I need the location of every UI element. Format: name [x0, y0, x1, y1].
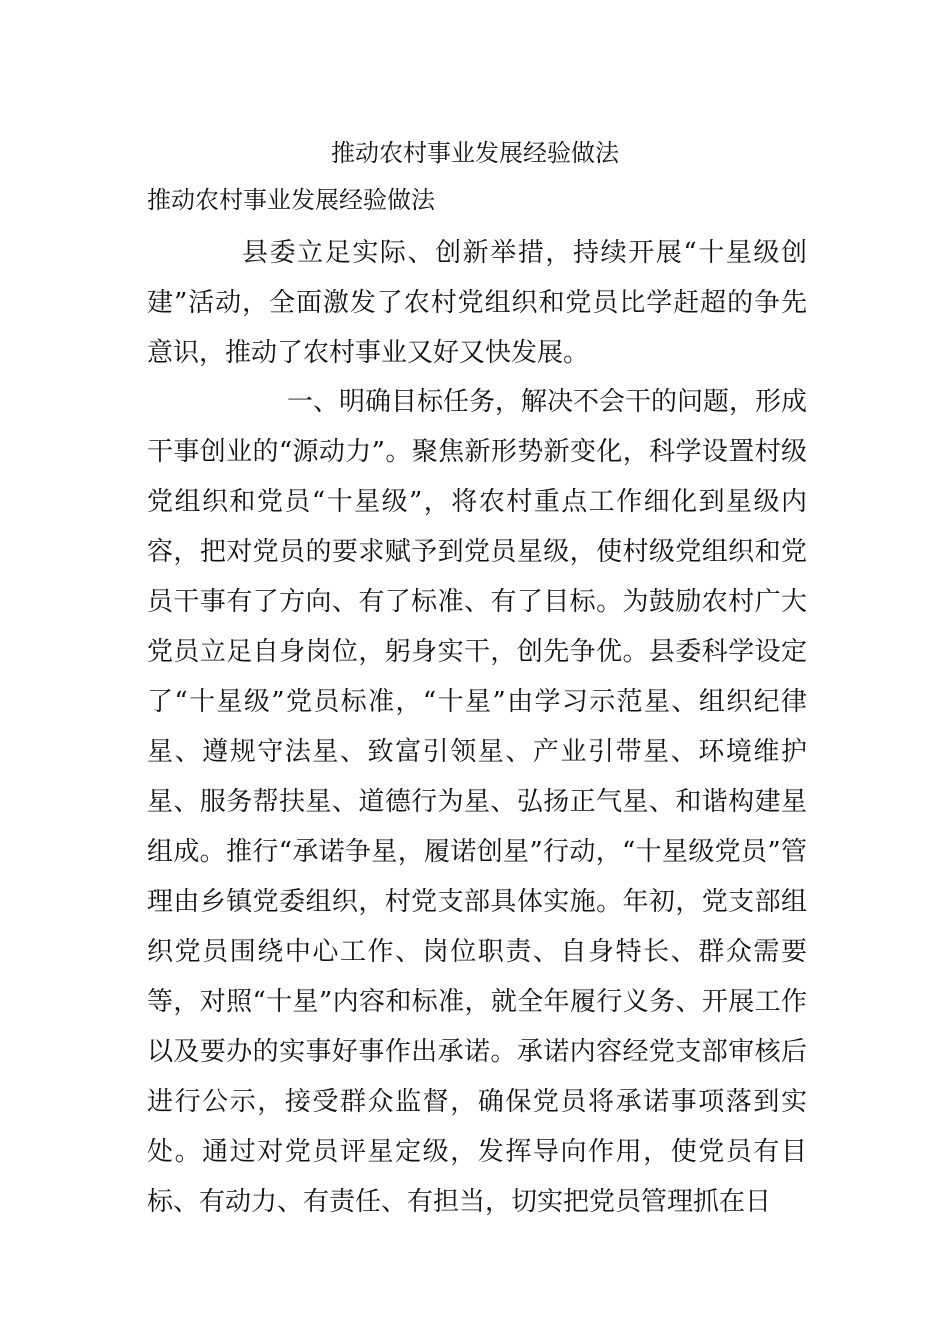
document-subtitle: 推动农村事业发展经验做法: [147, 186, 435, 214]
document-title: 推动农村事业发展经验做法: [331, 139, 619, 167]
paragraph-section-one: 一、明确目标任务，解决不会干的问题，形成干事创业的“源动力”。聚焦新形势新变化，科学设置村级党组织和党员“十星级”，将农村重点工作细化到星级内容，把对党员的要求赋予到党员星级，使村级党组织和党员干事有了方向、有了标准、有了目标。为鼓励农村广大党员立足自身岗位，躬身实干，创先争优。县委科学设定了“十星级”党员标准，“十星”由学习示范星、组织纪律星、遵规守法星、致富引领星、产业引带星、环境维护星、服务帮扶星、道德行为星、弘扬正气星、和谐构建星组成。推行“承诺争星，履诺创星”行动，“十星级党员”管理由乡镇党委组织，村党支部具体实施。年初，党支部组织党员围绕中心工作、岗位职责、自身特长、群众需要等，对照“十星”内容和标准，就全年履行义务、开展工作以及要办的实事好事作出承诺。承诺内容经党支部审核后进行公示，接受群众监督，确保党员将承诺事项落到实处。通过对党员评星定级，发挥导向作用，使党员有目标、有动力、有责任、有担当，切实把党员管理抓在日: [147, 387, 808, 1217]
paragraph-intro: 县委立足实际、创新举措，持续开展“十星级创建”活动，全面激发了农村党组织和党员比学赶超的争先意识，推动了农村事业又好又快发展。: [147, 238, 807, 368]
